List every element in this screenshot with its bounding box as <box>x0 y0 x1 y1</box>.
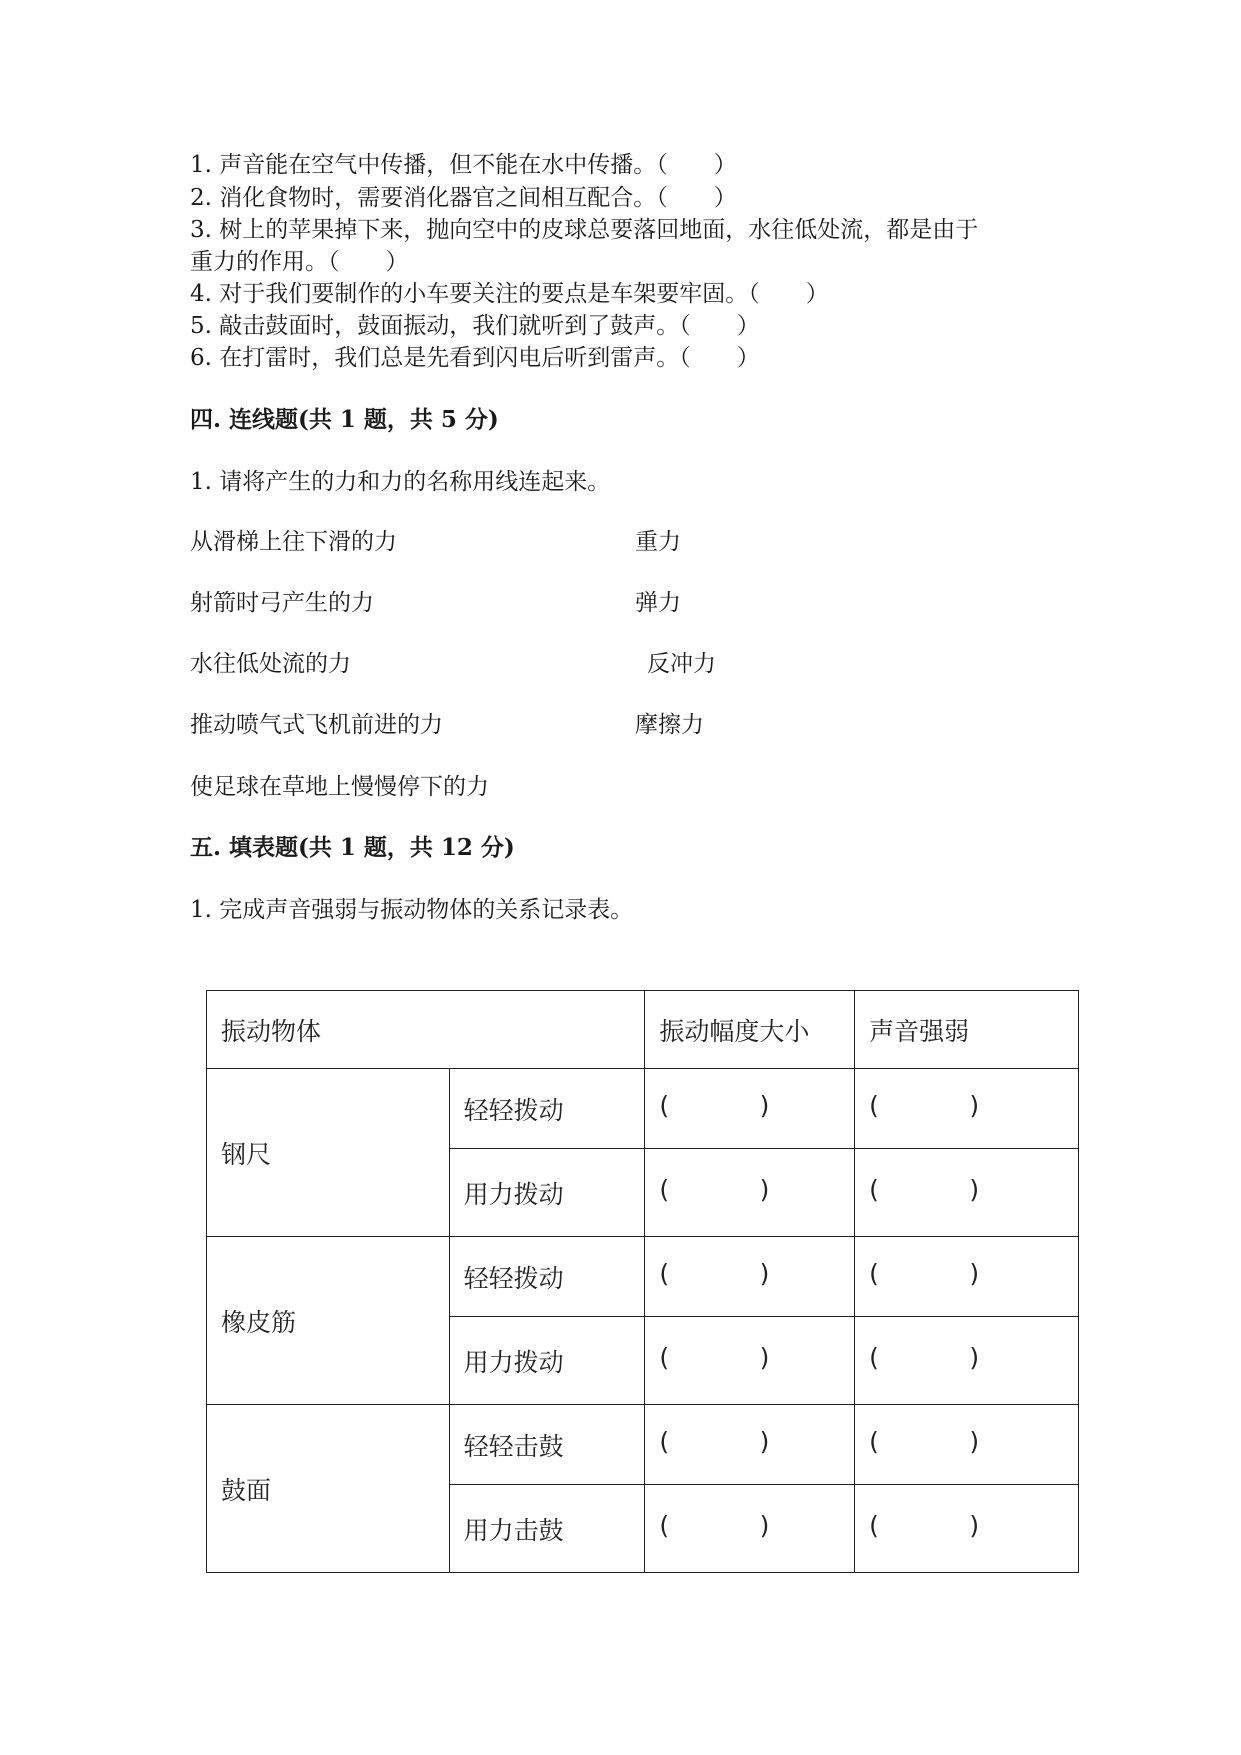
loudness-blank[interactable]: ( ) <box>855 1237 1079 1317</box>
object-rubber-band: 橡皮筋 <box>207 1237 450 1405</box>
judgement-item-3-cont: 重力的作用。（ ） <box>190 249 409 275</box>
judgement-item-5: 5. 敲击鼓面时，鼓面振动，我们就听到了鼓声。（ ） <box>190 313 760 339</box>
table-row <box>207 1405 1079 1485</box>
match-left-3: 水往低处流的力 <box>190 651 351 677</box>
object-drum-head: 鼓面 <box>207 1405 450 1573</box>
record-table <box>206 990 1079 1573</box>
amplitude-blank[interactable]: ( ) <box>645 1237 855 1317</box>
match-right-2: 弹力 <box>635 590 681 616</box>
action-cell: 用力击鼓 <box>449 1485 645 1573</box>
judgement-item-2: 2. 消化食物时，需要消化器官之间相互配合。（ ） <box>190 185 737 211</box>
judgement-item-6: 6. 在打雷时，我们总是先看到闪电后听到雷声。（ ） <box>190 345 760 371</box>
section-4-question: 1. 请将产生的力和力的名称用线连起来。 <box>190 469 611 495</box>
section-5-title: 五. 填表题(共 1 题，共 12 分) <box>190 834 515 861</box>
match-left-5: 使足球在草地上慢慢停下的力 <box>190 774 489 800</box>
loudness-blank[interactable]: ( ) <box>855 1405 1079 1485</box>
judgement-item-4: 4. 对于我们要制作的小车要关注的要点是车架要牢固。（ ） <box>190 281 829 307</box>
loudness-blank[interactable]: ( ) <box>855 1069 1079 1149</box>
action-cell: 轻轻拨动 <box>449 1069 645 1149</box>
table-row <box>207 1069 1079 1149</box>
header-object: 振动物体 <box>207 991 645 1069</box>
amplitude-blank[interactable]: ( ) <box>645 1069 855 1149</box>
header-loudness: 声音强弱 <box>855 991 1079 1069</box>
match-right-4: 摩擦力 <box>635 712 704 738</box>
amplitude-blank[interactable]: ( ) <box>645 1149 855 1237</box>
match-right-1: 重力 <box>635 529 681 555</box>
match-left-1: 从滑梯上往下滑的力 <box>190 529 397 555</box>
action-cell: 轻轻拨动 <box>449 1237 645 1317</box>
section-4-title: 四. 连线题(共 1 题，共 5 分) <box>190 406 499 433</box>
object-ruler: 钢尺 <box>207 1069 450 1237</box>
judgement-item-1: 1. 声音能在空气中传播，但不能在水中传播。（ ） <box>190 152 737 178</box>
table-header-row <box>207 991 1079 1069</box>
amplitude-blank[interactable]: ( ) <box>645 1485 855 1573</box>
loudness-blank[interactable]: ( ) <box>855 1485 1079 1573</box>
section-5-question: 1. 完成声音强弱与振动物体的关系记录表。 <box>190 897 634 923</box>
match-left-4: 推动喷气式飞机前进的力 <box>190 712 443 738</box>
action-cell: 用力拨动 <box>449 1317 645 1405</box>
loudness-blank[interactable]: ( ) <box>855 1317 1079 1405</box>
table-row <box>207 1237 1079 1317</box>
loudness-blank[interactable]: ( ) <box>855 1149 1079 1237</box>
action-cell: 轻轻击鼓 <box>449 1405 645 1485</box>
match-right-3: 反冲力 <box>647 651 716 677</box>
amplitude-blank[interactable]: ( ) <box>645 1405 855 1485</box>
header-amplitude: 振动幅度大小 <box>645 991 855 1069</box>
judgement-item-3: 3. 树上的苹果掉下来，抛向空中的皮球总要落回地面，水往低处流，都是由于 <box>190 217 979 243</box>
action-cell: 用力拨动 <box>449 1149 645 1237</box>
match-left-2: 射箭时弓产生的力 <box>190 590 374 616</box>
amplitude-blank[interactable]: ( ) <box>645 1317 855 1405</box>
